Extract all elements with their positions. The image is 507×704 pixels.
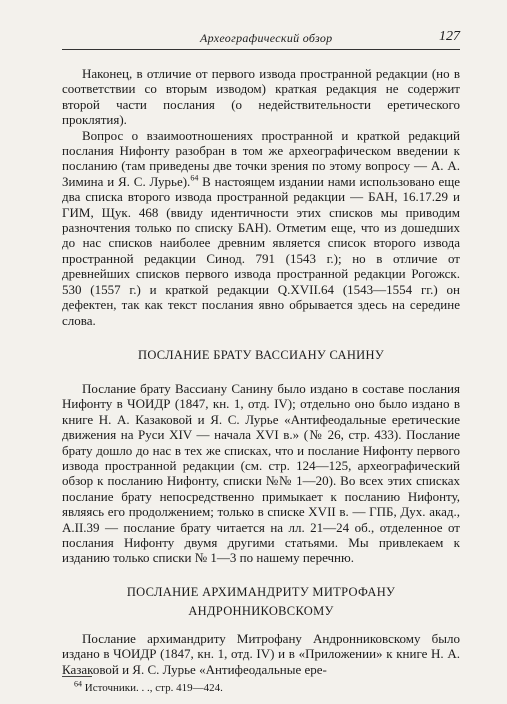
running-header (62, 31, 460, 50)
footnote-reference: 64 (190, 173, 199, 183)
footnote-text: Источники. . ., стр. 419—424. (82, 682, 223, 694)
page-number: 127 (439, 29, 460, 44)
running-title: Археографический обзор (200, 31, 333, 45)
footnote-line (74, 679, 223, 695)
paragraph-text: Вопрос о взаимоотношениях пространной и краткой редакций послания Нифонту разобран в том же археографическом введении к посланию (там приведены две точки зрения по этому вопросу — А. А. Зимина и Я. С. Лурье). (62, 127, 460, 189)
footnote-number: 64 (74, 679, 82, 689)
section-heading: ПОСЛАНИЕ АРХИМАНДРИТУ МИТРОФАНУ АНДРОННИКОВСКОМУ (126, 584, 396, 618)
paragraph: Послание архимандриту Митрофану Андронниковскому было издано в ЧОИДР (1847, кн. 1, отд. IV) и в «Приложении» к книге Н. А. Казаковой и Я. С. Лурье «Антифеодальные ере- (62, 630, 460, 677)
paragraph: Наконец, в отличие от первого извода пространной редакции (но в соответствии со вторым изводом) краткая редакция не содержит второй части послания (о недействительности еретического проклятия). (62, 66, 460, 128)
footnote-divider (62, 676, 92, 677)
paragraph-text: В настоящем издании нами использовано еще два списка второго извода пространной редакции — БАН, 16.17.29 и ГИМ, Щук. 468 (ввиду идентичности этих списков мы приводим разночтения только по списку БАН). Отметим еще, что из дошедших до нас списков наиболее древним является список второго извода пространной редакции Синод. 791 (1543 г.); но в отличие от древнейших списков первого извода пространной редакции Рогожск. 530 (1557 г.) и краткой редакции Q.XVII.64 (1543—1554 гг.) он дефектен, так как текст послания явно обрывается здесь на середине слова. (62, 173, 461, 328)
paragraph: Послание брату Вассиану Санину было издано в составе послания Нифонту в ЧОИДР (1847, кн. 1, отд. IV); отдельно оно было издано в книге Н. А. Казаковой и Я. С. Лурье «Антифеодальные еретические движения на Руси XIV — начала XVI в.» (№ 26, стр. 433). Послание брату дошло до нас в тех же списках, что и послание Нифонту первого извода пространной редакции (см. стр. 124—125, археографический обзор к посланию Нифонту, списки №№ 1—20). Во всех этих списках послание брату непосредственно примыкает к посланию Нифонту, являясь его продолжением; только в списке XVII в. — ГПБ, Дух. акад., А.II.39 — послание брату читается на лл. 21—24 об., отделенное от послания Нифонту двумя другими статьями. Мы привлекаем к изданию только списки № 1—3 по нашему перечню. (62, 380, 460, 566)
section-heading: ПОСЛАНИЕ БРАТУ ВАССИАНУ САНИНУ (138, 347, 384, 362)
paragraph (62, 128, 460, 328)
main-text (62, 66, 460, 677)
